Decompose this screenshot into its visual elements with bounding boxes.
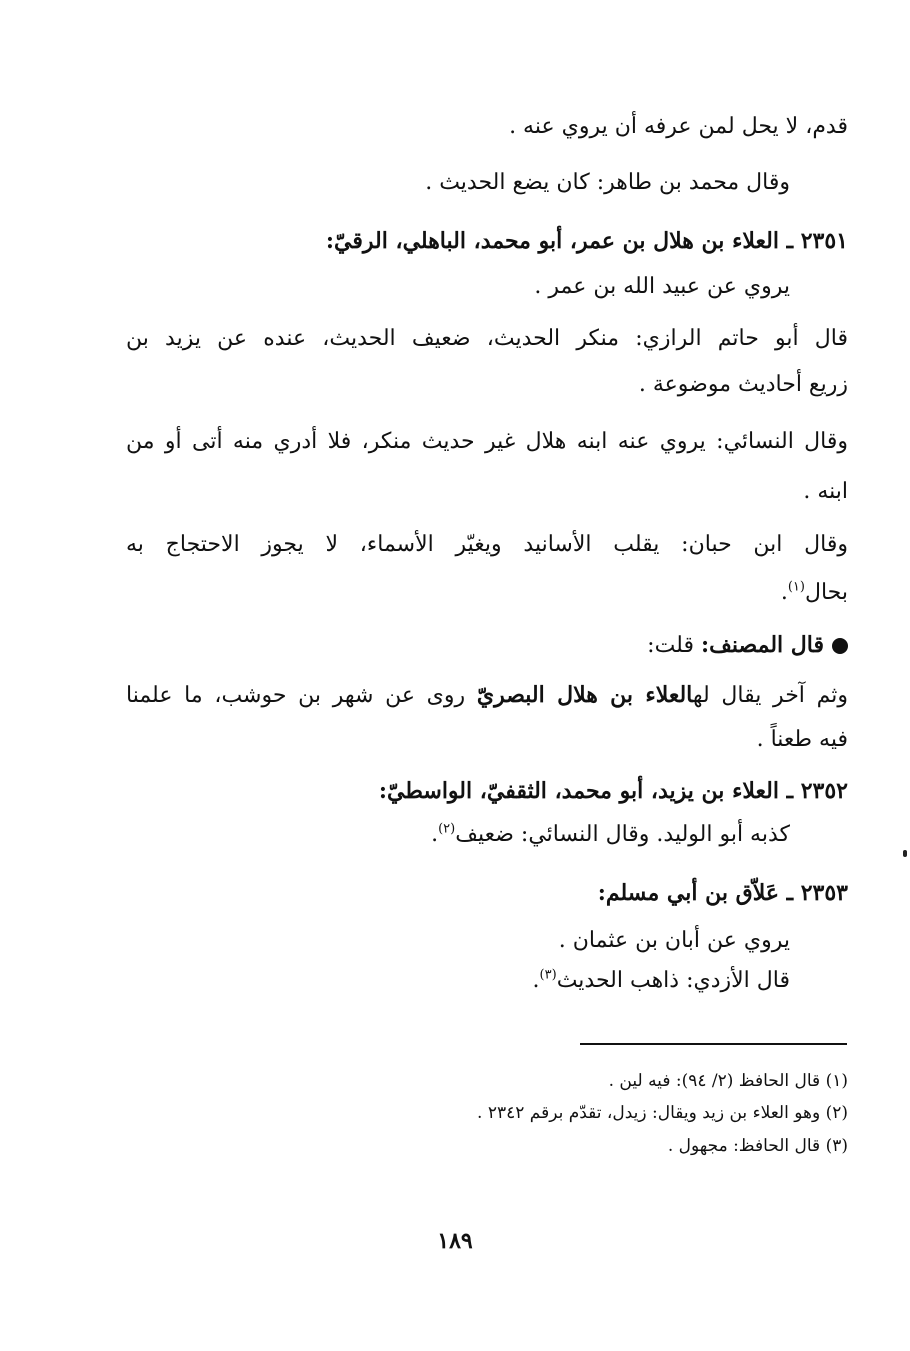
text-line: قدم، لا يحل لمن عرفه أن يروي عنه . xyxy=(509,114,848,139)
text-line xyxy=(126,427,848,457)
text-line-content: وقال النسائي: يروي عنه ابنه هلال غير حديث منكر، فلا أدري منه أتى أو من xyxy=(126,429,848,454)
text-fragment: قلت: xyxy=(647,633,694,658)
entry-heading-2352: ٢٣٥٢ ـ العلاء بن يزيد، أبو محمد، الثقفيّ، الواسطيّ: xyxy=(378,778,848,804)
bullet-dot-icon xyxy=(832,638,848,654)
text-fragment: وثم آخر يقال له xyxy=(692,683,848,708)
footnote-3: (٣) قال الحافظ: مجهول . xyxy=(667,1136,848,1156)
footnote-1: (١) قال الحافظ (٢/ ٩٤): فيه لين . xyxy=(608,1071,848,1091)
footnote-ref-1: (١) xyxy=(787,579,805,595)
author-note-line xyxy=(118,630,848,661)
scan-speck xyxy=(903,850,907,857)
text-fragment: . xyxy=(431,822,439,847)
text-line xyxy=(118,578,848,608)
text-fragment: قال الأزدي: ذاهب الحديث xyxy=(556,968,790,993)
footnote-ref-2: (٢) xyxy=(438,821,456,837)
text-fragment: كذبه أبو الوليد. وقال النسائي: ضعيف xyxy=(455,822,790,847)
text-fragment: روى عن شهر بن حوشب، ما علمنا xyxy=(126,683,466,708)
footnote-ref-3: (٣) xyxy=(539,967,557,983)
page-number: ١٨٩ xyxy=(437,1228,473,1254)
text-line: يروي عن أبان بن عثمان . xyxy=(558,928,790,953)
text-line: زريع أحاديث موضوعة . xyxy=(638,372,848,397)
text-fragment: . xyxy=(532,968,540,993)
text-line xyxy=(60,820,790,850)
text-line: وقال محمد بن طاهر: كان يضع الحديث . xyxy=(425,170,790,195)
footnote-2: (٢) وهو العلاء بن زيد ويقال: زيدل، تقدّم برقم ٢٣٤٢ . xyxy=(477,1103,848,1123)
author-label: قال المصنف: xyxy=(700,632,824,658)
text-line: يروي عن عبيد الله بن عمر . xyxy=(534,274,790,299)
entry-heading-2353: ٢٣٥٣ ـ عَلاّق بن أبي مسلم: xyxy=(597,880,848,906)
entry-heading-2351: ٢٣٥١ ـ العلاء بن هلال بن عمر، أبو محمد، الباهلي، الرقيّ: xyxy=(325,228,848,254)
text-fragment: . xyxy=(780,580,788,605)
text-line xyxy=(126,530,848,560)
person-name: العلاء بن هلال البصريّ xyxy=(476,682,693,708)
text-line xyxy=(126,680,848,711)
text-fragment: بحال xyxy=(804,580,848,605)
text-line-content: وقال ابن حبان: يقلب الأسانيد ويغيّر الأسماء، لا يجوز الاحتجاج به xyxy=(126,532,848,557)
text-line: ابنه . xyxy=(803,479,848,504)
text-line xyxy=(126,324,848,354)
text-line-content: قال أبو حاتم الرازي: منكر الحديث، ضعيف الحديث، عنده عن يزيد بن xyxy=(126,326,848,351)
text-line xyxy=(60,966,790,996)
footnote-separator xyxy=(580,1043,847,1045)
text-line: فيه طعناً . xyxy=(756,727,848,752)
